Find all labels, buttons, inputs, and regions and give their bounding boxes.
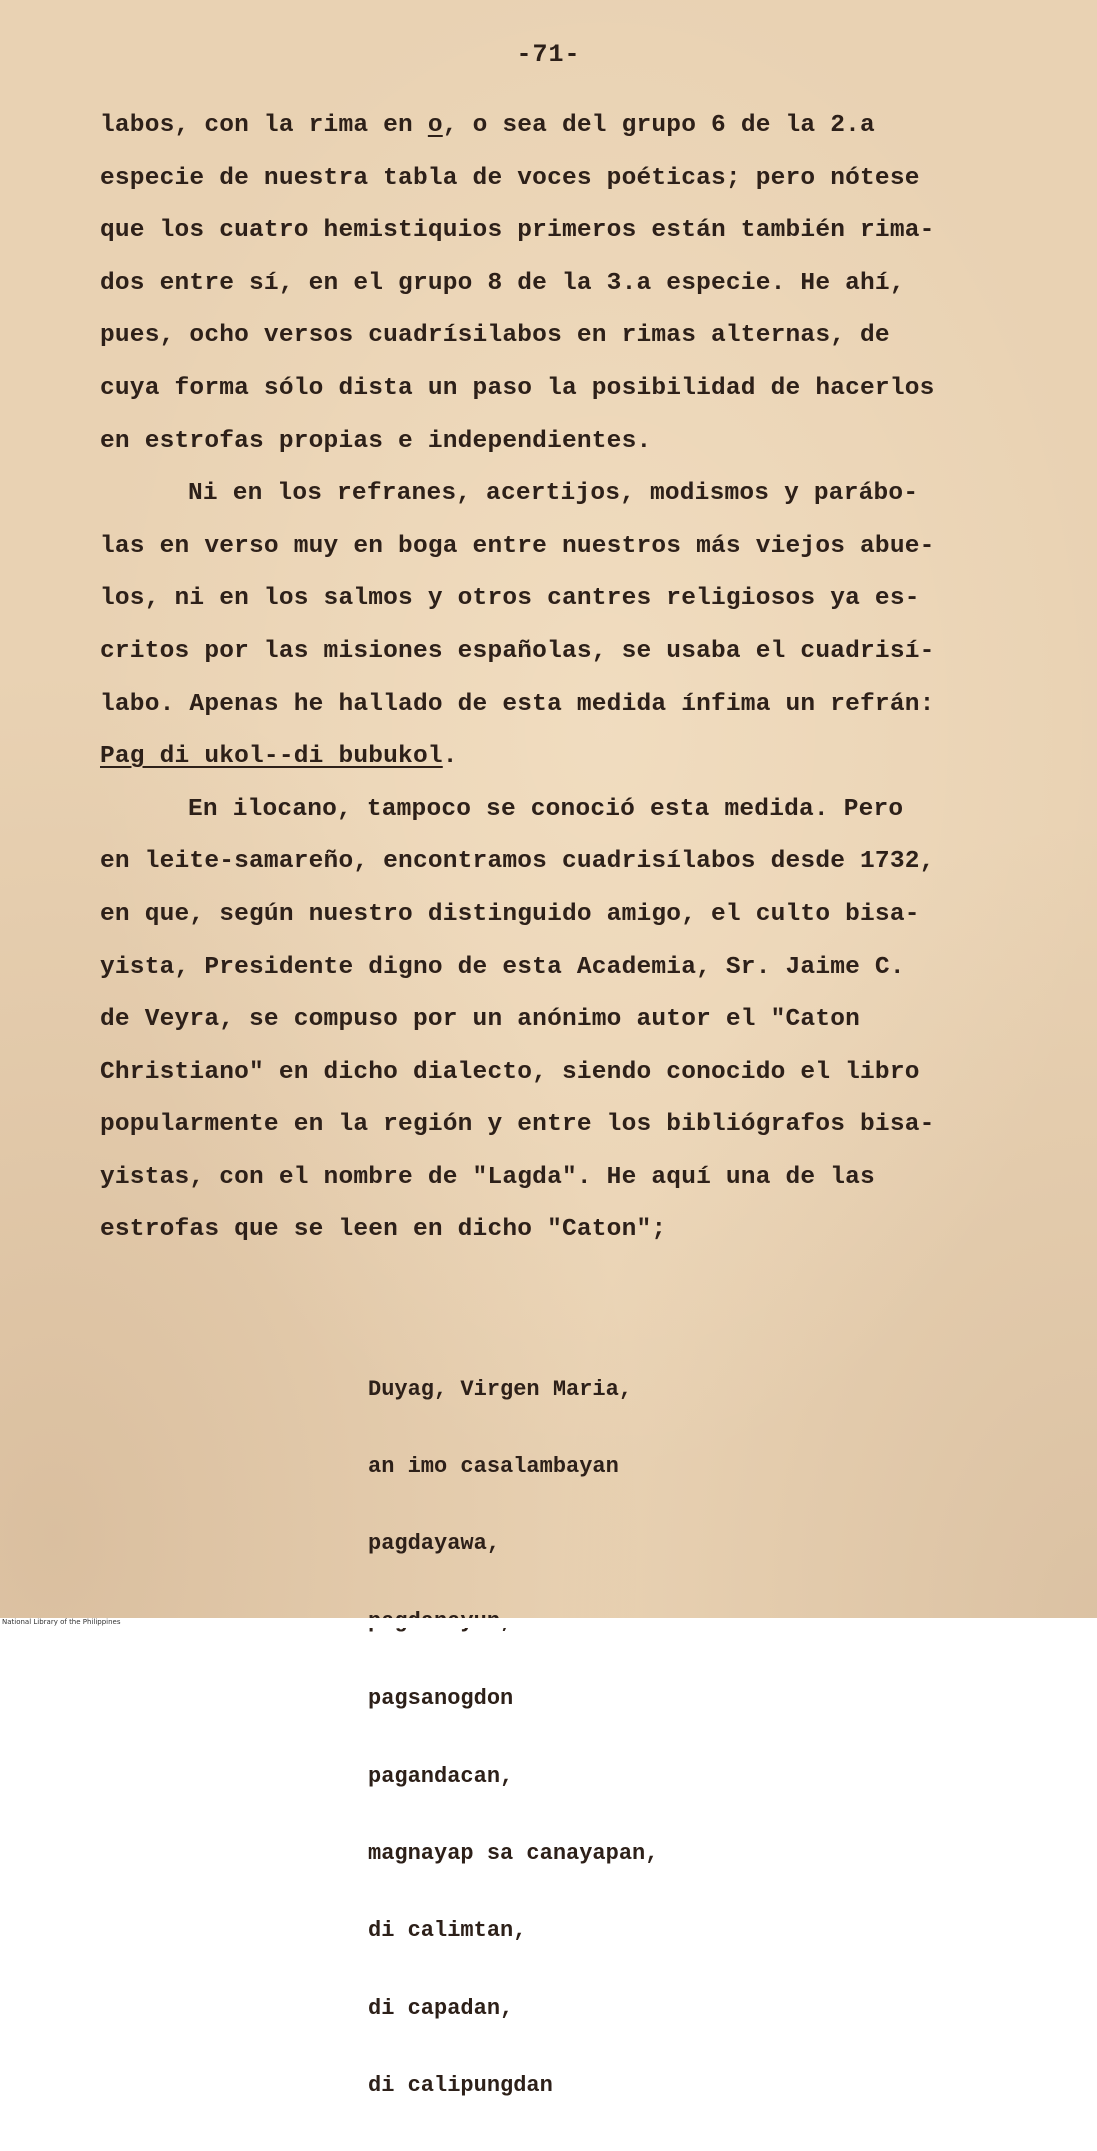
paragraph-3-line-7: popularmente en la región y entre los bibliógrafos bisa- (100, 1111, 935, 1139)
paragraph-3-line-6: Christiano" en dicho dialecto, siendo conocido el libro (100, 1058, 920, 1086)
paragraph-2-line-3: los, ni en los salmos y otros cantres religiosos ya es- (100, 585, 920, 613)
footer-strip (0, 1618, 1097, 1628)
refran-line: Pag di ukol--di bubukol. (100, 743, 458, 771)
stanza-line-5: pagsanogdon (368, 1686, 514, 1712)
verse-stanza (368, 1325, 658, 2151)
stanza-line-9: di capadan, (368, 1995, 514, 2021)
paragraph-3-line-1: En ilocano, tampoco se conoció esta medida. Pero (188, 795, 904, 823)
paragraph-1-line-7: en estrofas propias e independientes. (100, 427, 652, 455)
paragraph-1-line-6: cuya forma sólo dista un paso la posibilidad de hacerlos (100, 374, 935, 402)
paragraph-1-line-3: que los cuatro hemistiquios primeros están también rima- (100, 217, 935, 245)
paragraph-1-line-2: especie de nuestra tabla de voces poéticas; pero nótese (100, 164, 920, 192)
refran: Pag di ukol--di bubukol (100, 743, 443, 771)
underlined-rhyme: o (427, 112, 443, 139)
paragraph-3-line-2: en leite-samareño, encontramos cuadrisílabos desde 1732, (100, 848, 935, 876)
stanza-line-6: pagandacan, (368, 1763, 514, 1789)
stanza-line-7: magnayap sa canayapan, (368, 1840, 659, 1866)
paragraph-1-line-4: dos entre sí, en el grupo 8 de la 3.a especie. He ahí, (100, 269, 905, 297)
paragraph-3-line-3: en que, según nuestro distinguido amigo, el culto bisa- (100, 900, 920, 928)
body-text (100, 100, 1000, 1257)
paragraph-3-line-8: yistas, con el nombre de "Lagda". He aquí una de las (100, 1163, 875, 1191)
stanza-line-3: pagdayawa, (368, 1531, 501, 1557)
paragraph-2-line-1: Ni en los refranes, acertijos, modismos y parábo- (188, 480, 919, 508)
paragraph-3-line-4: yista, Presidente digno de esta Academia, Sr. Jaime C. (100, 953, 905, 981)
paragraph-1-line-5: pues, ocho versos cuadrísilabos en rimas alternas, de (100, 322, 890, 350)
paragraph-2-line-4: critos por las misiones españolas, se usaba el cuadrisí- (100, 637, 935, 665)
stanza-line-8: di calimtan, (368, 1918, 527, 1944)
stanza-line-10: di calipungdan (368, 2073, 553, 2099)
paragraph-3-line-9: estrofas que se leen en dicho "Caton"; (100, 1216, 667, 1244)
paragraph-1-line-1: labos, con la rima en o, o sea del grupo 6 de la 2.a (100, 112, 875, 139)
page-number: -71- (516, 40, 581, 69)
paragraph-2-line-2: las en verso muy en boga entre nuestros más viejos abue- (100, 532, 935, 560)
stanza-line-1: Duyag, Virgen Maria, (368, 1376, 633, 1402)
paragraph-2-line-5: labo. Apenas he hallado de esta medida ínfima un refrán: (100, 690, 935, 718)
footer-credit: National Library of the Philippines (2, 1618, 121, 1626)
stanza-line-2: an imo casalambayan (368, 1453, 619, 1479)
paragraph-3-line-5: de Veyra, se compuso por un anónimo autor el "Caton (100, 1006, 861, 1034)
